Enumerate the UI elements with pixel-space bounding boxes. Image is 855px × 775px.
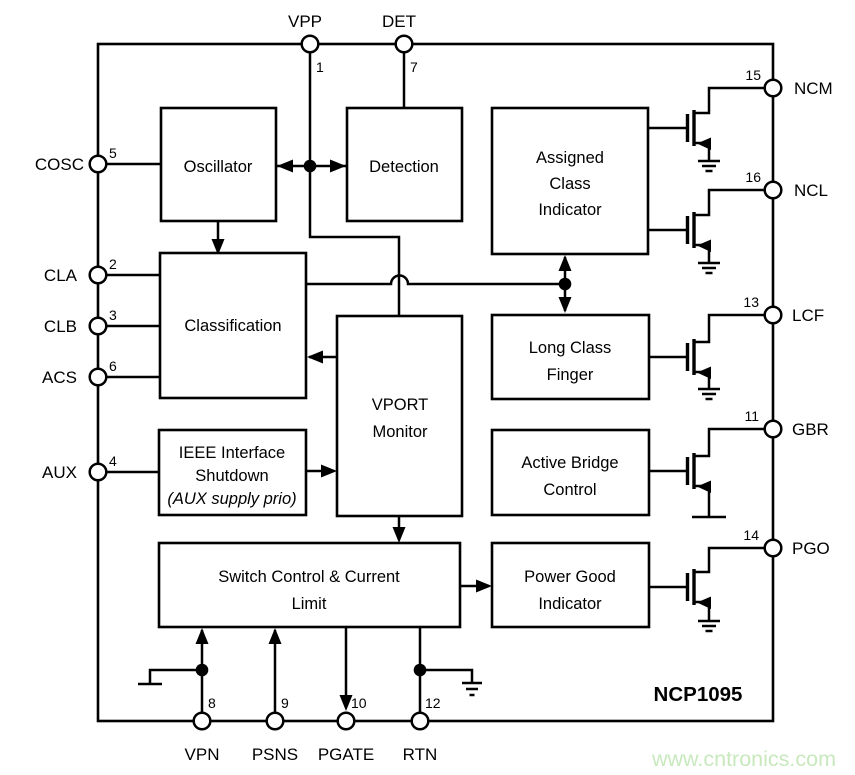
assigned-class-line3: Indicator	[538, 201, 602, 219]
pin-number-vpn: 8	[208, 695, 216, 711]
ieee-line2: Shutdown	[195, 467, 269, 485]
pin-lcf	[765, 307, 782, 324]
pin-label-gbr: GBR	[792, 420, 829, 439]
pin-cla	[90, 267, 107, 284]
long-class-line2: Finger	[546, 366, 594, 384]
nmos-transistor-ncm	[648, 88, 765, 171]
power-good-line2: Indicator	[538, 595, 602, 613]
pin-clb	[90, 318, 107, 335]
ground-symbol-lcf	[698, 389, 720, 399]
nmos-transistor-lcf	[649, 315, 765, 399]
pin-pgate	[338, 713, 355, 730]
pin-number-psns: 9	[281, 695, 289, 711]
pin-number-clb: 3	[109, 307, 117, 323]
pin-ncm	[765, 80, 782, 97]
switch-control-line1: Switch Control & Current	[218, 568, 400, 586]
pin-number-rtn: 12	[425, 695, 441, 711]
pin-label-rtn: RTN	[402, 745, 438, 764]
block-active-bridge-control	[492, 430, 649, 515]
pin-number-ncm: 15	[745, 67, 761, 83]
pin-label-det: DET	[382, 12, 416, 31]
pin-number-vpp: 1	[316, 59, 324, 75]
ground-symbol-pgo	[698, 621, 720, 631]
pin-cosc	[90, 156, 107, 173]
pin-vpp	[302, 36, 319, 53]
arrowhead-into-long-class-finger	[559, 297, 572, 313]
pin-psns	[267, 713, 284, 730]
nmos-transistor-ncl	[648, 190, 765, 273]
nmos-transistor-pgo	[649, 548, 765, 631]
active-bridge-line1: Active Bridge	[521, 454, 619, 472]
pin-number-lcf: 13	[743, 294, 759, 310]
pin-label-acs: ACS	[42, 368, 77, 387]
ieee-line3: (AUX supply prio)	[167, 490, 297, 508]
pin-label-cosc: COSC	[34, 155, 84, 174]
arrowhead-into-detection	[330, 160, 346, 173]
pin-label-clb: CLB	[43, 317, 77, 336]
pin-label-pgo: PGO	[792, 539, 830, 558]
pin-label-cla: CLA	[43, 266, 77, 285]
pin-number-cla: 2	[109, 256, 117, 272]
block-vport-monitor	[337, 316, 462, 516]
classification-label: Classification	[184, 317, 282, 335]
pin-det	[396, 36, 413, 53]
oscillator-label: Oscillator	[183, 158, 253, 176]
pin-number-cosc: 5	[109, 145, 117, 161]
pin-label-aux: AUX	[42, 463, 77, 482]
pin-number-aux: 4	[109, 453, 117, 469]
ground-symbol-vpn	[138, 670, 202, 684]
pin-rtn	[412, 713, 429, 730]
ground-symbol-ncl	[698, 263, 720, 273]
pin-acs	[90, 369, 107, 386]
pin-label-pgate: PGATE	[317, 745, 375, 764]
arrowhead-into-vport	[321, 465, 337, 478]
long-class-line1: Long Class	[528, 339, 612, 357]
arrowhead-psns-into-switch	[269, 628, 282, 644]
junction-dot-class	[559, 278, 572, 291]
active-bridge-line2: Control	[543, 481, 597, 499]
arrowhead-vpn-into-switch	[196, 628, 209, 644]
wire-classification-out-hop	[306, 276, 565, 285]
ieee-line1: IEEE Interface	[178, 444, 286, 462]
pin-label-psns: PSNS	[251, 745, 299, 764]
pin-number-acs: 6	[109, 358, 117, 374]
arrowhead-into-powergood	[476, 580, 492, 593]
watermark-text: www.cntronics.com	[652, 747, 836, 771]
arrowhead-into-switch-top	[393, 527, 406, 543]
pin-label-ncl: NCL	[794, 181, 829, 200]
chip-name-label: NCP1095	[653, 683, 743, 706]
pin-label-lcf: LCF	[792, 306, 825, 325]
arrowhead-into-classification-right	[307, 351, 323, 364]
nmos-transistor-gbr	[649, 429, 765, 517]
assigned-class-line1: Assigned	[536, 149, 604, 167]
pin-number-ncl: 16	[745, 169, 761, 185]
power-good-line1: Power Good	[524, 568, 616, 586]
pin-number-pgo: 14	[743, 527, 759, 543]
pin-aux	[90, 464, 107, 481]
pin-label-ncm: NCM	[794, 79, 833, 98]
pin-vpn	[194, 713, 211, 730]
ground-symbol-rtn	[420, 670, 482, 695]
block-long-class-finger	[492, 315, 649, 399]
pin-label-vpn: VPN	[184, 745, 220, 764]
arrowhead-into-oscillator	[277, 160, 293, 173]
pin-number-gbr: 11	[744, 408, 759, 424]
ground-symbol-ncm	[698, 161, 720, 171]
pin-gbr	[765, 421, 782, 438]
junction-dot-vpp	[304, 160, 317, 173]
pin-number-pgate: 10	[351, 695, 367, 711]
pin-ncl	[765, 182, 782, 199]
detection-label: Detection	[369, 158, 439, 176]
assigned-class-line2: Class	[549, 175, 591, 193]
vport-line1: VPORT	[371, 396, 429, 414]
pin-label-vpp: VPP	[287, 12, 323, 31]
switch-control-line2: Limit	[291, 595, 327, 613]
arrowhead-into-assigned-class	[559, 255, 572, 271]
vport-line2: Monitor	[372, 423, 428, 441]
pin-pgo	[765, 540, 782, 557]
pin-number-det: 7	[410, 59, 418, 75]
